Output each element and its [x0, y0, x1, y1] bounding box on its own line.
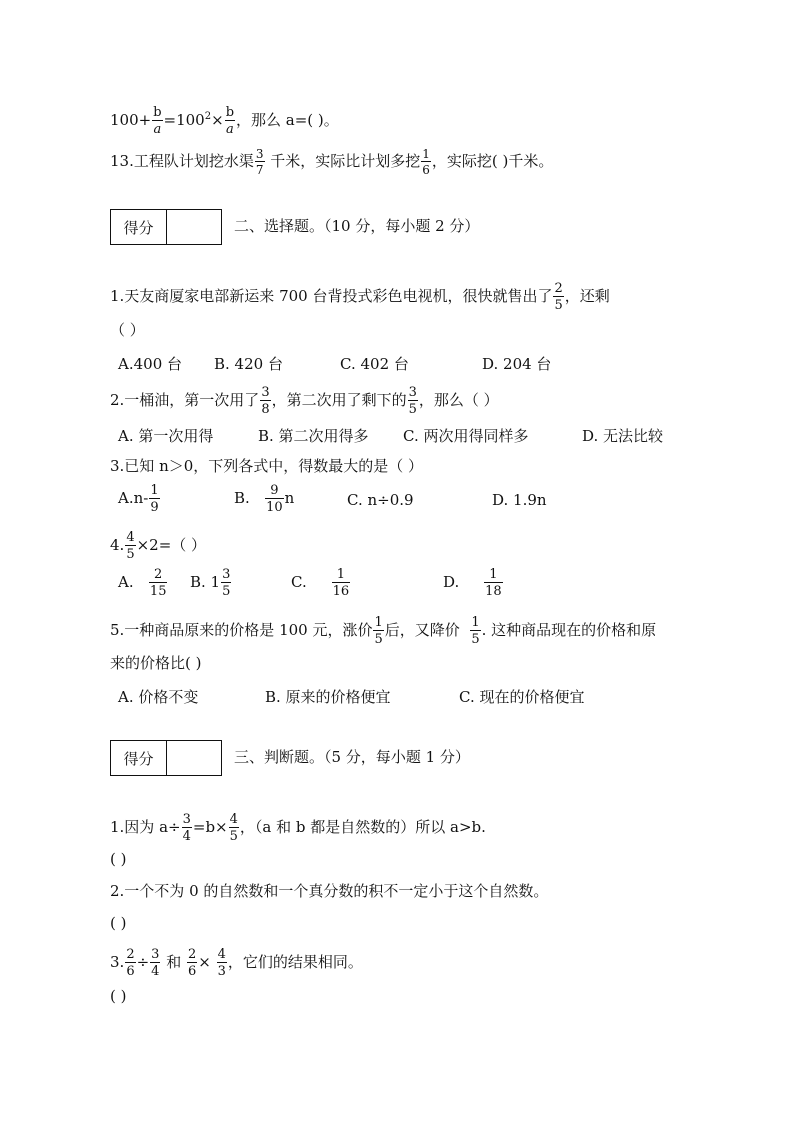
- denominator: 5: [408, 402, 417, 417]
- numerator: 1: [332, 568, 351, 583]
- numerator: 1: [484, 568, 503, 583]
- numerator: 3: [255, 147, 264, 161]
- s3-q3-suffix: ，它们的结果相同。: [227, 953, 363, 971]
- denominator: 9: [150, 500, 159, 515]
- s2-q3-option-d: D. 1.9n: [492, 491, 547, 509]
- fraction: [484, 568, 503, 598]
- option-suffix: n: [284, 489, 295, 507]
- numerator: 4: [229, 812, 238, 827]
- numerator: 3: [151, 947, 160, 962]
- denominator: 3: [217, 964, 226, 979]
- s2-q2-option-a: A. 第一次用得: [118, 427, 214, 445]
- fraction: [229, 813, 239, 843]
- s2-q3-option-c: C. n÷0.9: [347, 491, 414, 509]
- fraction: [260, 386, 270, 416]
- s2-q5-prefix: 5.一种商品原来的价格是 100 元，涨价: [110, 621, 373, 639]
- s2-q1-option-a: A.400 台: [118, 355, 182, 373]
- section-title: 三、判断题。（5 分，每小题 1 分）: [234, 748, 470, 766]
- fraction: [182, 813, 192, 843]
- s2-q2-mid: ，第二次用了剩下的: [271, 391, 407, 409]
- s2-q5-line: [110, 616, 656, 646]
- s2-q5-option-b: B. 原来的价格便宜: [265, 688, 391, 706]
- fraction: [421, 148, 431, 176]
- numerator: 4: [126, 530, 135, 545]
- numerator: 1: [471, 615, 480, 630]
- s3-q1-suffix: ，（a 和 b 都是自然数的）所以 a>b.: [239, 818, 486, 836]
- s2-q4-option-a: [118, 568, 168, 598]
- fraction: [152, 106, 162, 136]
- denominator: 6: [126, 964, 135, 979]
- numerator: 2: [149, 568, 168, 583]
- denominator: 6: [422, 163, 430, 177]
- fraction: [149, 484, 159, 514]
- s2-q1-paren: （ ）: [110, 321, 145, 339]
- numerator: b: [225, 105, 235, 120]
- s2-q3-option-a: [118, 484, 161, 514]
- s2-q5-mid: 后，又降价: [384, 621, 460, 639]
- q13-mid: 千米，实际比计划多挖: [265, 152, 421, 170]
- denominator: 15: [149, 584, 167, 599]
- score-box: [110, 740, 222, 776]
- s3-q3-prefix: 3.: [110, 953, 125, 971]
- numerator: 3: [408, 385, 417, 400]
- fraction: [408, 386, 418, 416]
- fraction: [373, 616, 383, 646]
- option-prefix: A.: [118, 573, 134, 591]
- s2-q1-option-c: C. 402 台: [340, 355, 409, 373]
- q12-sup: 2: [204, 111, 212, 122]
- numerator: 3: [222, 567, 231, 582]
- s2-q2-option-d: D. 无法比较: [582, 427, 664, 445]
- s2-q2-line: [110, 386, 499, 416]
- score-label: 得分: [111, 210, 167, 244]
- q12-mid: =100: [163, 111, 205, 129]
- q12-suffix: ，那么 a=( )。: [236, 111, 339, 129]
- s3-q2-paren: ( ): [110, 914, 127, 932]
- numerator: 1: [422, 147, 430, 161]
- s3-q1-prefix: 1.因为 a÷: [110, 818, 181, 836]
- s3-q1-paren: ( ): [110, 850, 127, 868]
- denominator: 8: [261, 402, 270, 417]
- option-prefix: D.: [443, 573, 460, 591]
- fraction: [265, 484, 284, 514]
- fraction: [221, 568, 231, 598]
- q12-prefix: 100+: [110, 111, 152, 129]
- denominator: 7: [255, 163, 264, 177]
- denominator: 5: [126, 547, 135, 562]
- numerator: 2: [188, 947, 197, 962]
- denominator: 5: [222, 584, 231, 599]
- numerator: 1: [150, 483, 159, 498]
- s2-q2-option-c: C. 两次用得同样多: [403, 427, 529, 445]
- score-blank: [167, 210, 221, 244]
- fraction: [225, 106, 235, 136]
- s2-q4-suffix: ×2=（ ）: [136, 536, 207, 554]
- fraction: [187, 948, 197, 978]
- fraction: [149, 568, 168, 598]
- s2-q5-suffix: . 这种商品现在的价格和原: [481, 621, 657, 639]
- q13-line: [110, 148, 553, 176]
- fraction: [217, 948, 227, 978]
- option-prefix: B.: [234, 489, 250, 507]
- numerator: 2: [554, 281, 563, 296]
- s2-q1-suffix: ，还剩: [564, 287, 610, 305]
- s2-q3-line: 3.已知 n＞0，下列各式中，得数最大的是（ ）: [110, 457, 424, 475]
- denominator: 16: [332, 584, 350, 599]
- section-title: 二、选择题。（10 分，每小题 2 分）: [234, 217, 480, 235]
- s2-q4-prefix: 4.: [110, 536, 125, 554]
- denominator: 5: [554, 298, 563, 313]
- numerator: 3: [261, 385, 270, 400]
- score-label: 得分: [111, 741, 167, 775]
- s2-q4-option-b: [190, 568, 232, 598]
- s3-q2-line: 2.一个不为 0 的自然数和一个真分数的积不一定小于这个自然数。: [110, 882, 549, 900]
- numerator: b: [153, 105, 162, 120]
- s2-q4-line: [110, 531, 206, 561]
- numerator: 1: [374, 615, 383, 630]
- s2-q1-option-b: B. 420 台: [214, 355, 283, 373]
- s2-q4-option-d: [443, 568, 504, 598]
- s3-q1-mid: =b×: [192, 818, 228, 836]
- denominator: 4: [182, 829, 191, 844]
- s2-q1-option-d: D. 204 台: [482, 355, 552, 373]
- score-box: [110, 209, 222, 245]
- option-prefix: C.: [291, 573, 307, 591]
- denominator: a: [225, 122, 234, 137]
- denominator: 6: [188, 964, 197, 979]
- s2-q1-text: 1.天友商厦家电部新运来 700 台背投式彩色电视机，很快就售出了: [110, 287, 553, 305]
- option-prefix: B. 1: [190, 573, 221, 591]
- s3-q1-line: [110, 813, 486, 843]
- denominator: 5: [374, 632, 383, 647]
- denominator: 5: [229, 829, 238, 844]
- fraction: [470, 616, 480, 646]
- q12-tail-line: [110, 106, 339, 136]
- s2-q2-prefix: 2.一桶油，第一次用了: [110, 391, 260, 409]
- operator: ×: [198, 953, 216, 971]
- s2-q5-line2: 来的价格比( ): [110, 654, 202, 672]
- q13-suffix: ，实际挖( )千米。: [431, 152, 554, 170]
- numerator: 4: [217, 947, 226, 962]
- q13-prefix: 13.工程队计划挖水渠: [110, 152, 254, 170]
- fraction: [125, 948, 135, 978]
- s2-q5-option-c: C. 现在的价格便宜: [459, 688, 585, 706]
- s2-q5-option-a: A. 价格不变: [118, 688, 199, 706]
- numerator: 9: [265, 484, 284, 499]
- s3-q3-line: [110, 948, 363, 978]
- s2-q2-suffix: ，那么（ ）: [418, 391, 499, 409]
- denominator: 4: [151, 964, 160, 979]
- fraction: [125, 531, 135, 561]
- fraction: [553, 282, 563, 312]
- denominator: 10: [266, 500, 283, 515]
- fraction: [150, 948, 160, 978]
- s2-q4-option-c: [291, 568, 351, 598]
- operator: ÷: [136, 953, 150, 971]
- option-prefix: A.n-: [118, 489, 149, 507]
- s3-q3-paren: ( ): [110, 987, 127, 1005]
- s2-q2-option-b: B. 第二次用得多: [258, 427, 369, 445]
- numerator: 2: [126, 947, 135, 962]
- denominator: a: [153, 122, 162, 137]
- fraction: [255, 148, 265, 176]
- s2-q1-line: [110, 282, 610, 312]
- numerator: 3: [182, 812, 191, 827]
- denominator: 18: [485, 584, 502, 599]
- s2-q3-option-b: [234, 484, 294, 514]
- denominator: 5: [471, 632, 480, 647]
- s3-q3-mid: 和: [161, 953, 186, 971]
- q12-times: ×: [211, 111, 224, 129]
- score-blank: [167, 741, 221, 775]
- fraction: [332, 568, 351, 598]
